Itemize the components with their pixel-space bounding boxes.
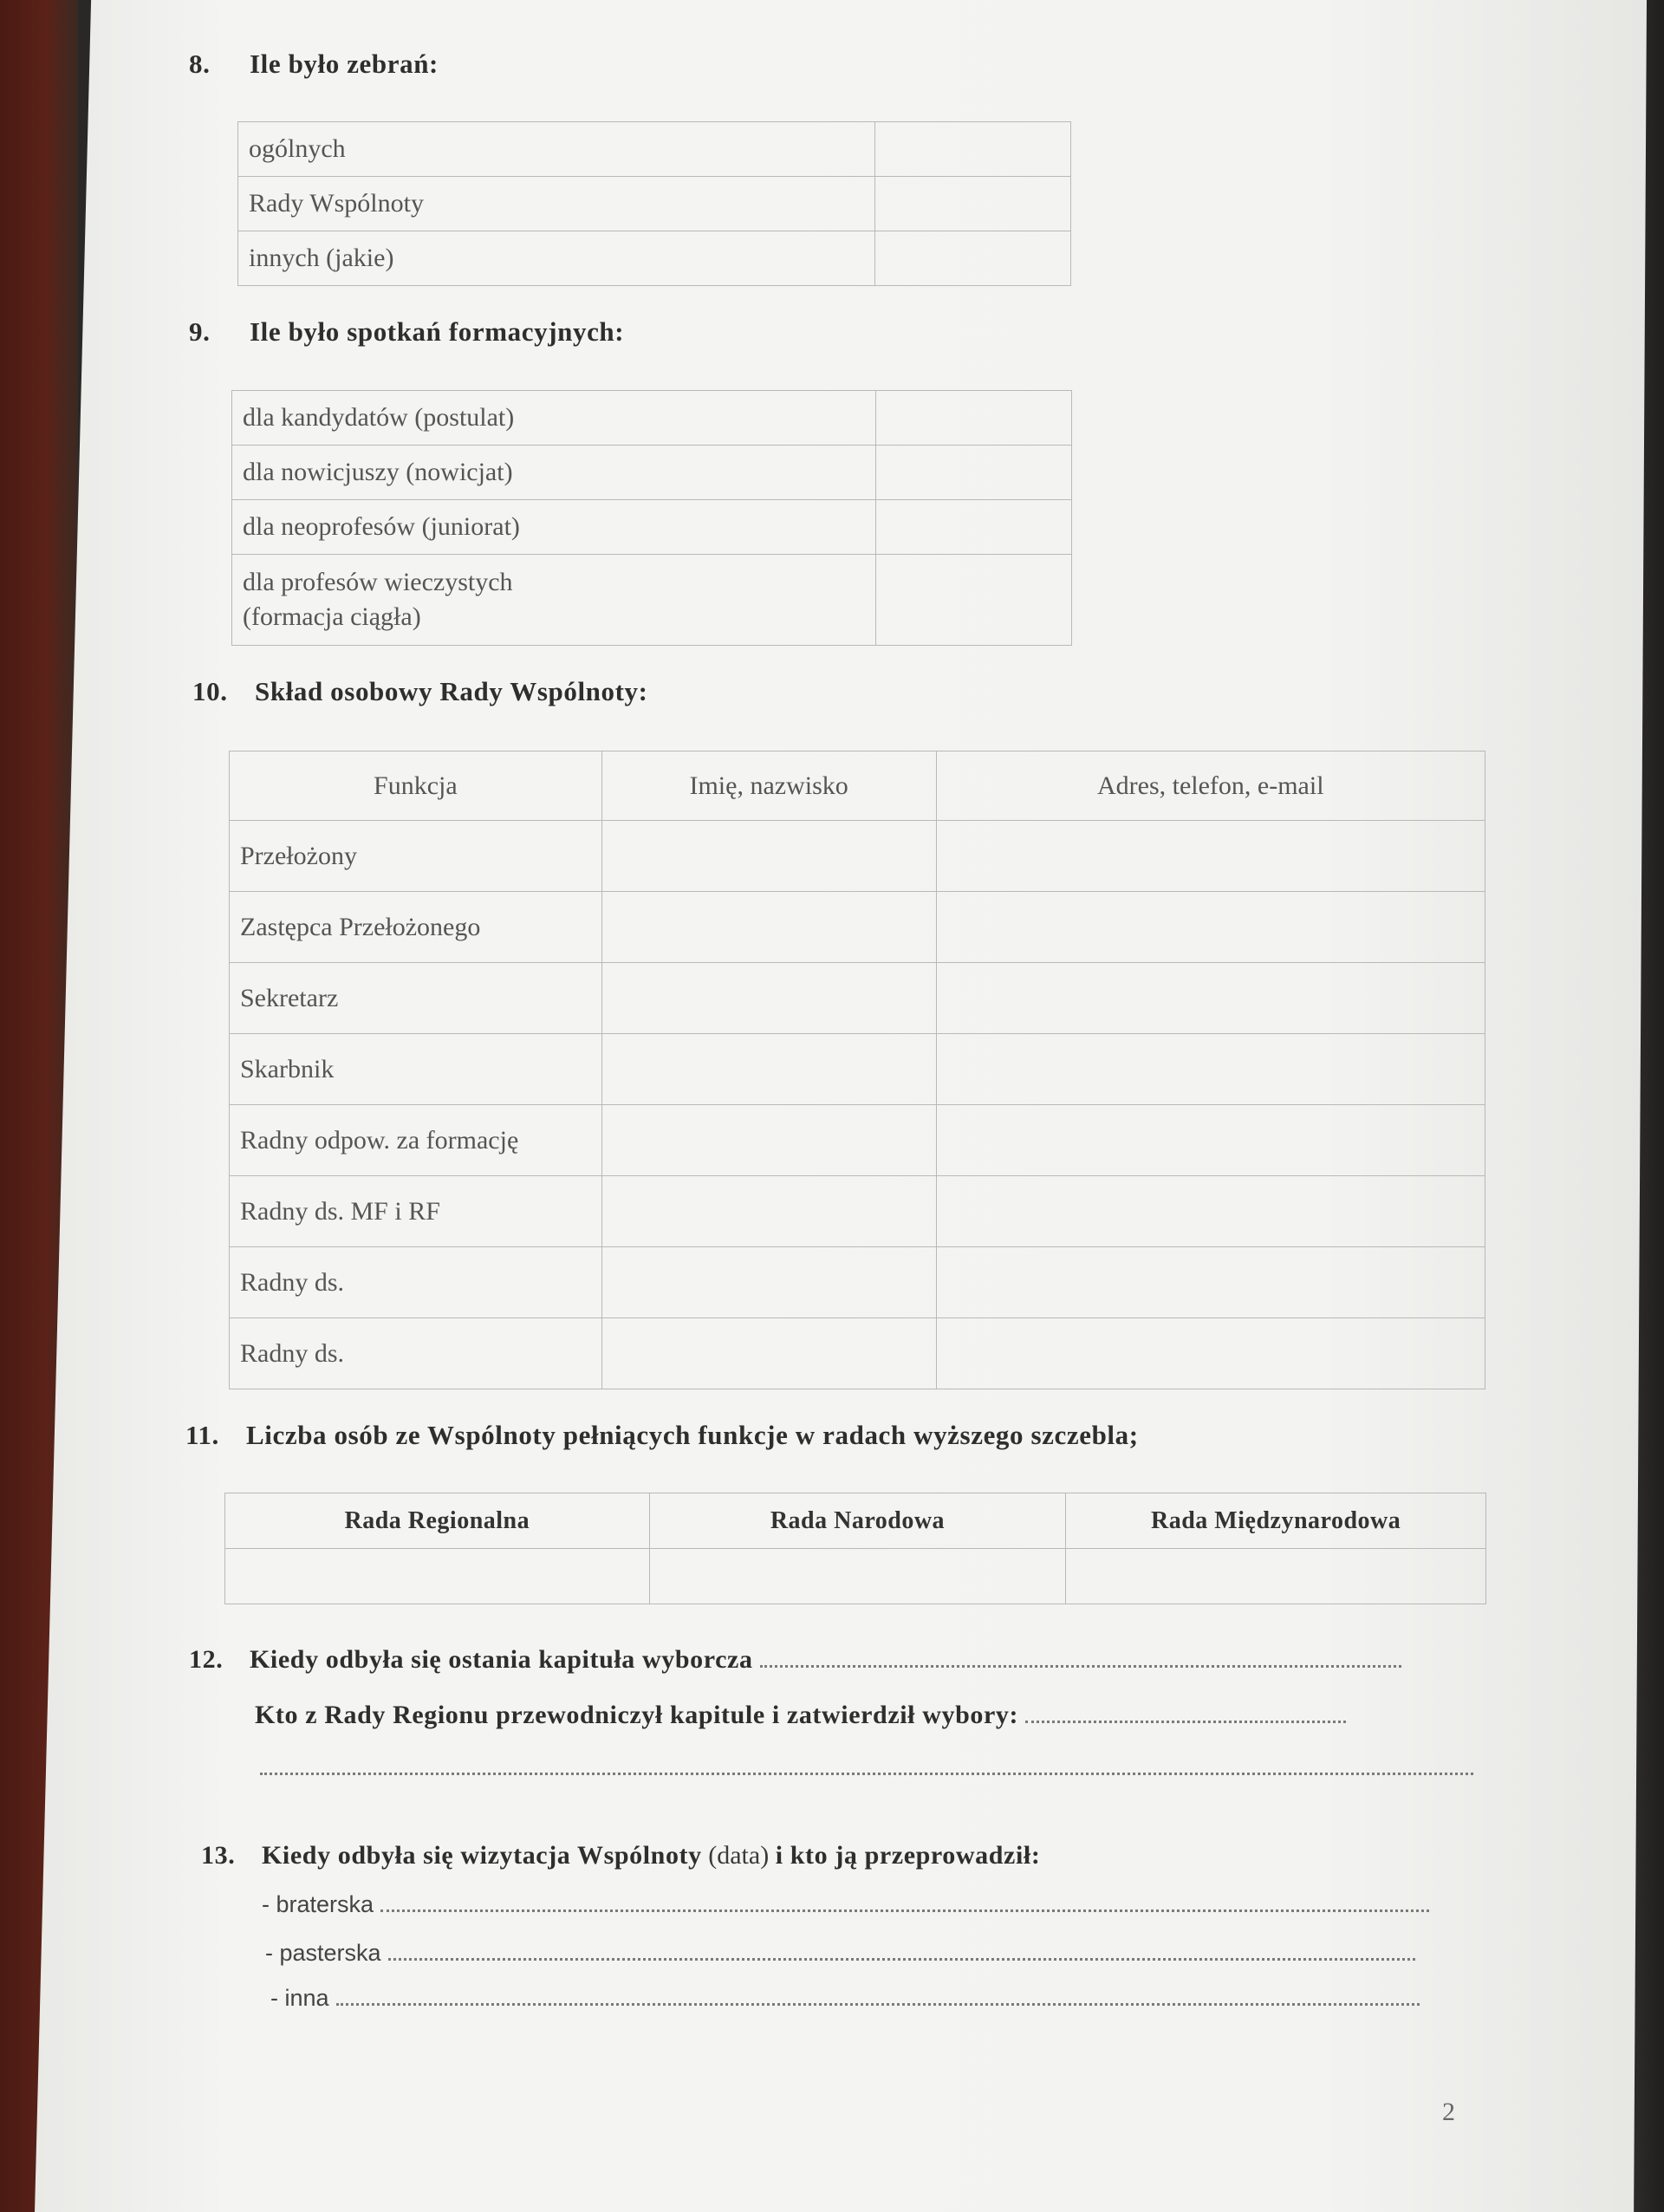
q11-regional-cell[interactable] — [225, 1549, 650, 1604]
q13-item — [262, 1891, 1429, 1918]
table-row — [232, 500, 1072, 555]
q10-contact-cell[interactable] — [936, 1247, 1485, 1318]
q12-line1 — [189, 1645, 1401, 1675]
q13-item — [265, 1940, 1415, 1967]
q10-name-cell[interactable] — [601, 1176, 936, 1247]
q9-row-label: dla nowicjuszy (nowicjat) — [232, 446, 876, 500]
table-row — [238, 177, 1071, 231]
q13-title-a: Kiedy odbyła się wizytacja Wspólnoty — [262, 1841, 702, 1870]
table-row — [230, 1105, 1485, 1176]
q13-answer-line[interactable] — [380, 1908, 1429, 1912]
q10-name-cell[interactable] — [601, 892, 936, 963]
q13-item-label: - pasterska — [265, 1940, 381, 1966]
table-header-row — [225, 1493, 1486, 1549]
q10-contact-cell[interactable] — [936, 1176, 1485, 1247]
q9-row-label: dla kandydatów (postulat) — [232, 391, 876, 446]
q11-table — [224, 1493, 1486, 1604]
q11-number: 11. — [185, 1420, 219, 1450]
q12-question: Kiedy odbyła się ostania kapituła wyborcza — [250, 1645, 753, 1674]
q12-line3 — [260, 1753, 1473, 1782]
q10-header-funkcja: Funkcja — [230, 751, 602, 821]
q9-title: Ile było spotkań formacyjnych: — [250, 316, 625, 347]
q10-contact-cell[interactable] — [936, 1318, 1485, 1389]
q11-heading — [185, 1420, 1139, 1451]
q8-table — [237, 121, 1071, 286]
q10-header-name: Imię, nazwisko — [601, 751, 936, 821]
q10-function-cell: Radny ds. MF i RF — [230, 1176, 602, 1247]
q10-number: 10. — [192, 676, 228, 706]
q10-function-cell: Zastępca Przełożonego — [230, 892, 602, 963]
q9-row-label-line2: (formacja ciągła) — [243, 602, 421, 631]
table-row — [230, 892, 1485, 963]
table-row — [232, 446, 1072, 500]
q11-title: Liczba osób ze Wspólnoty pełniących funkcje w radach wyższego szczebla; — [246, 1420, 1139, 1450]
q13-item-label: - inna — [270, 1985, 329, 2011]
q10-function-cell: Radny ds. — [230, 1247, 602, 1318]
q8-row-label: innych (jakie) — [238, 231, 875, 286]
q11-header-international: Rada Międzynarodowa — [1066, 1493, 1486, 1549]
q9-row-label: dla neoprofesów (juniorat) — [232, 500, 876, 555]
q9-row-label-line1: dla profesów wieczystych — [243, 568, 513, 596]
q10-name-cell[interactable] — [601, 1105, 936, 1176]
table-header-row — [230, 751, 1485, 821]
q10-title: Skład osobowy Rady Wspólnoty: — [255, 676, 648, 706]
q10-contact-cell[interactable] — [936, 821, 1485, 892]
q9-value-cell[interactable] — [876, 446, 1072, 500]
q13-answer-line[interactable] — [388, 1956, 1415, 1961]
q10-name-cell[interactable] — [601, 1318, 936, 1389]
q8-row-label: Rady Wspólnoty — [238, 177, 875, 231]
q11-header-national: Rada Narodowa — [649, 1493, 1066, 1549]
q9-value-cell[interactable] — [876, 500, 1072, 555]
table-row — [225, 1549, 1486, 1604]
q9-value-cell[interactable] — [876, 555, 1072, 646]
q10-contact-cell[interactable] — [936, 1034, 1485, 1105]
q13-title-c: i kto ją przeprowadził: — [775, 1841, 1041, 1870]
q13-item — [270, 1985, 1420, 2012]
q12-answer-line[interactable] — [260, 1771, 1473, 1775]
q10-function-cell: Przełożony — [230, 821, 602, 892]
q11-national-cell[interactable] — [649, 1549, 1066, 1604]
table-row — [230, 1034, 1485, 1105]
q11-header-regional: Rada Regionalna — [225, 1493, 650, 1549]
q10-name-cell[interactable] — [601, 1034, 936, 1105]
q12-number: 12. — [189, 1645, 224, 1674]
q12-followup: Kto z Rady Regionu przewodniczył kapitule i zatwierdził wybory: — [255, 1701, 1019, 1729]
q10-name-cell[interactable] — [601, 1247, 936, 1318]
q8-value-cell[interactable] — [875, 122, 1071, 177]
q10-name-cell[interactable] — [601, 963, 936, 1034]
q8-value-cell[interactable] — [875, 231, 1071, 286]
q12-line2 — [255, 1701, 1346, 1730]
table-row — [232, 555, 1072, 646]
table-row — [230, 1247, 1485, 1318]
q9-row-label — [232, 555, 876, 646]
q13-number: 13. — [201, 1841, 236, 1870]
table-row — [238, 122, 1071, 177]
q10-function-cell: Radny odpow. za formację — [230, 1105, 602, 1176]
q13-heading — [201, 1841, 1040, 1870]
q8-number: 8. — [189, 49, 211, 79]
q10-contact-cell[interactable] — [936, 892, 1485, 963]
q10-name-cell[interactable] — [601, 821, 936, 892]
q9-value-cell[interactable] — [876, 391, 1072, 446]
q10-table — [229, 751, 1485, 1389]
q8-value-cell[interactable] — [875, 177, 1071, 231]
q10-function-cell: Sekretarz — [230, 963, 602, 1034]
q9-heading — [189, 316, 624, 348]
table-row — [230, 821, 1485, 892]
page-number: 2 — [1442, 2098, 1455, 2126]
q10-heading — [192, 676, 648, 707]
table-row — [230, 1318, 1485, 1389]
q12-answer-line[interactable] — [760, 1663, 1401, 1668]
q13-title-b: (data) — [708, 1841, 770, 1870]
q9-table — [231, 390, 1072, 646]
q9-number: 9. — [189, 316, 211, 347]
q8-row-label: ogólnych — [238, 122, 875, 177]
q11-international-cell[interactable] — [1066, 1549, 1486, 1604]
q10-function-cell: Radny ds. — [230, 1318, 602, 1389]
q8-heading — [189, 49, 439, 80]
q13-answer-line[interactable] — [336, 2001, 1420, 2006]
table-row — [232, 391, 1072, 446]
q10-function-cell: Skarbnik — [230, 1034, 602, 1105]
q12-answer-line[interactable] — [1025, 1719, 1346, 1723]
table-row — [230, 963, 1485, 1034]
q10-header-contact: Adres, telefon, e-mail — [936, 751, 1485, 821]
q8-title: Ile było zebrań: — [250, 49, 439, 79]
q10-contact-cell[interactable] — [936, 963, 1485, 1034]
q10-contact-cell[interactable] — [936, 1105, 1485, 1176]
table-row — [238, 231, 1071, 286]
q13-item-label: - braterska — [262, 1891, 374, 1917]
table-row — [230, 1176, 1485, 1247]
